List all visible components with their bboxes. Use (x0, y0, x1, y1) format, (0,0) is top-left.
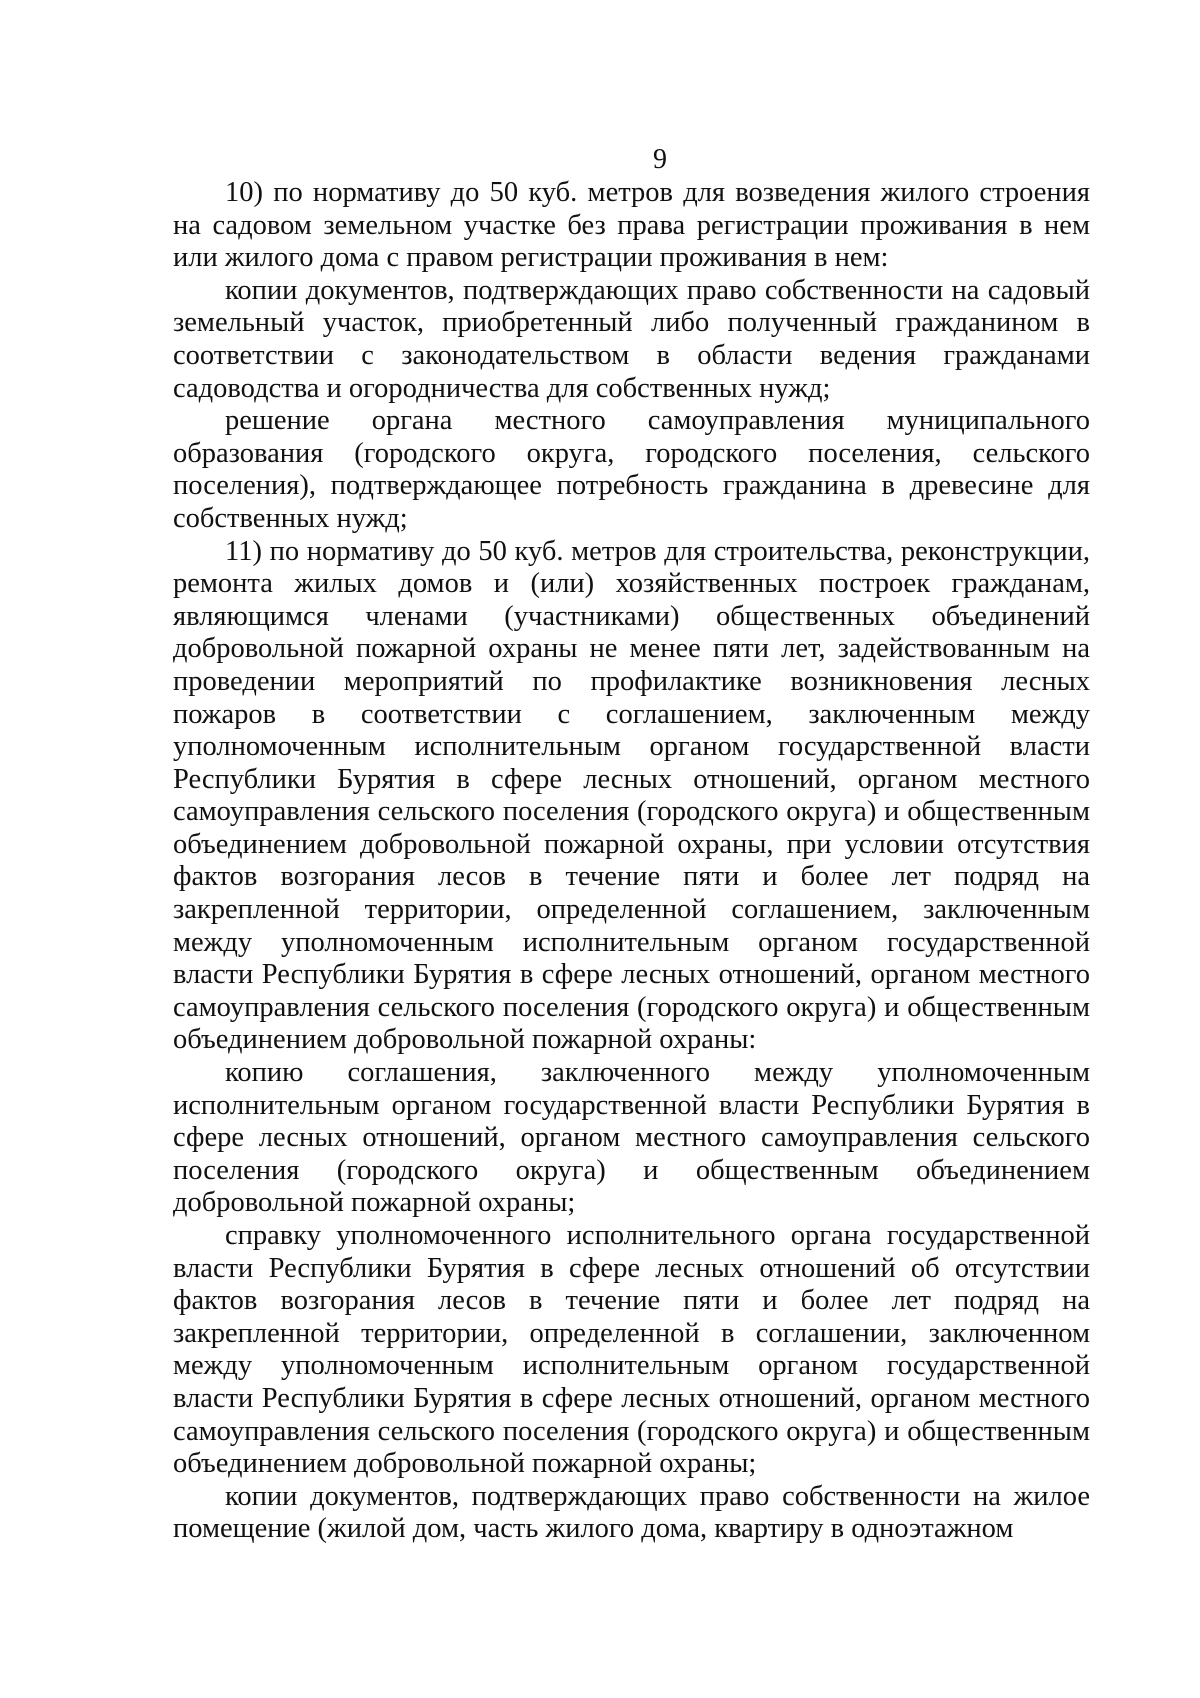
paragraph-fire-absence-certificate: справку уполномоченного исполнительного органа государственной власти Республики Бурятия в сфере лесных отношений об отсутствии фактов возгорания лесов в течение пяти и более лет подряд на закрепленной территории, определенной в соглашении, заключенном между уполномоченным исполнительным органом государственной власти Республики Бурятия в сфере лесных отношений, органом местного самоуправления сельского поселения (городского округа) и общественным объединением добровольной пожарной охраны; (173, 1220, 1090, 1480)
paragraph-local-government-decision: решение органа местного самоуправления муниципального образования (городского округа, городского поселения, сельского поселения), подтверждающее потребность гражданина в древесине для собственных нужд; (173, 405, 1090, 534)
paragraph-item-11: 11) по нормативу до 50 куб. метров для строительства, реконструкции, ремонта жилых домов и (или) хозяйственных построек гражданам, являющимся членами (участниками) общественных объединений добровольной пожарной охраны не менее пяти лет, задействованным на проведении мероприятий по профилактике возникновения лесных пожаров в соответствии с соглашением, заключенным между уполномоченным исполнительным органом государственной власти Республики Бурятия в сфере лесных отношений, органом местного самоуправления сельского поселения (городского округа) и общественным объединением добровольной пожарной охраны, при условии отсутствия фактов возгорания лесов в течение пяти и более лет подряд на закрепленной территории, определенной соглашением, заключенным между уполномоченным исполнительным органом государственной власти Республики Бурятия в сфере лесных отношений, органом местного самоуправления сельского поселения (городского округа) и общественным объединением добровольной пожарной охраны: (173, 535, 1090, 1056)
paragraph-agreement-copy: копию соглашения, заключенного между уполномоченным исполнительным органом государственной власти Республики Бурятия в сфере лесных отношений, органом местного самоуправления сельского поселения (городского округа) и общественным объединением добровольной пожарной охраны; (173, 1057, 1090, 1219)
paragraph-item-10: 10) по нормативу до 50 куб. метров для возведения жилого строения на садовом земельном участке без права регистрации проживания в нем или жилого дома с правом регистрации проживания в нем: (173, 177, 1090, 274)
paragraph-garden-ownership-docs: копии документов, подтверждающих право собственности на садовый земельный участок, приобретенный либо полученный гражданином в соответствии с законодательством в области ведения гражданами садоводства и огородничества для собственных нужд; (173, 274, 1090, 404)
document-body (173, 177, 1090, 1546)
paragraph-residential-ownership-docs: копии документов, подтверждающих право собственности на жилое помещение (жилой дом, часть жилого дома, квартиру в одноэтажном (173, 1480, 1090, 1545)
page-number: 9 (653, 144, 667, 175)
